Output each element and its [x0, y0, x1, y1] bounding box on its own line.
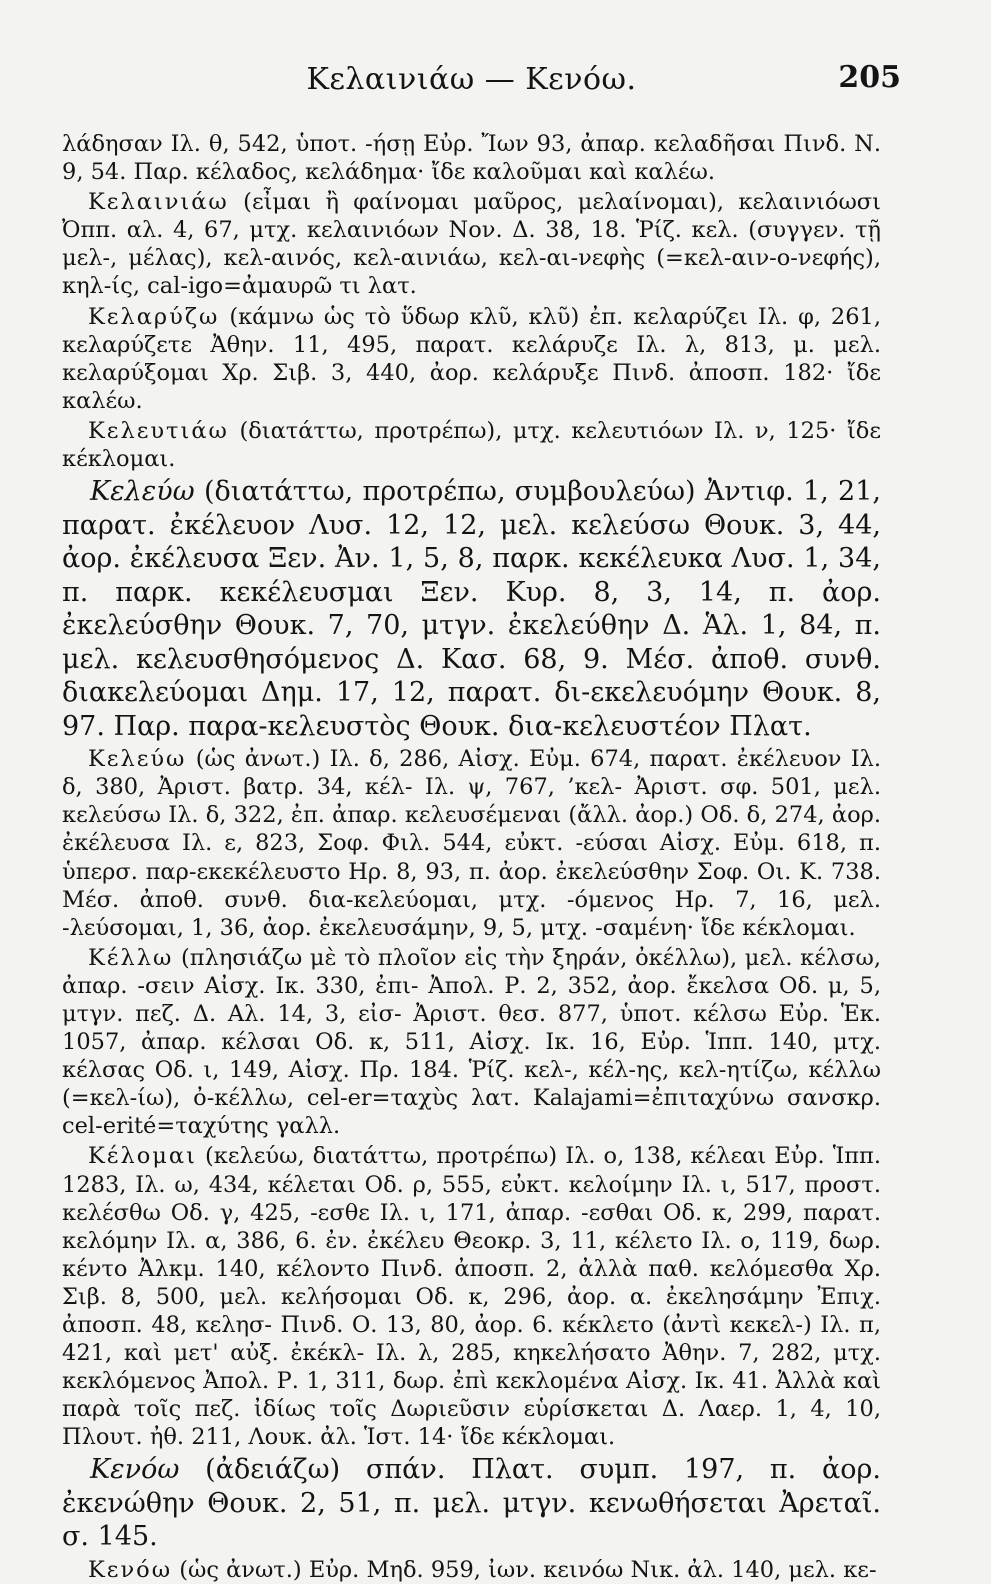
entry-kello: [62, 944, 881, 1141]
entry-text: λάδησαν Ιλ. θ, 542, ὑποτ. -ήσῃ Εὐρ. Ἴων 93, ἀπαρ. κελαδῆσαι Πινδ. Ν. 9, 54. Παρ. κέλαδος, κελάδημα· ἴδε καλοῦμαι καὶ καλέω.: [62, 131, 881, 186]
entry-continuation: [62, 130, 881, 186]
entry-headword: Κενόω: [90, 1454, 180, 1486]
entry-keleuo-poetic: [62, 745, 881, 942]
entry-kenoo-poetic: [62, 1556, 881, 1584]
entry-kelainiao: [62, 188, 881, 300]
entry-text: (ὡς ἀνωτ.) Ιλ. δ, 286, Αἰσχ. Εὐμ. 674, παρατ. ἐκέλευον Ιλ. δ, 380, Ἀριστ. βατρ. 34, κέλ- Ιλ. ψ, 767, ’κελ- Ἀριστ. σφ. 501, μελ. κελεύσω Ιλ. δ, 322, ἐπ. ἀπαρ. κελευσέμεναι (ἄλλ. ἀορ.) Οδ. δ, 274, ἀορ. ἐκέλευσα Ιλ. ε, 823, Σοφ. Φιλ. 544, εὐκτ. -εύσαι Αἰσχ. Εὐμ. 618, π. ὑπερσ. παρ-εκεκέλευστο Ηρ. 8, 93, π. ἀορ. ἐκελεύσθην Σοφ. Οι. Κ. 738. Μέσ. ἀποθ. συνθ. δια-κελεύομαι, μτχ. -όμενος Ηρ. 7, 16, μελ. -λεύσομαι, 1, 36, ἀορ. ἐκελευσάμην, 9, 5, μτχ. -σαμένη· ἴδε κέκλομαι.: [62, 746, 881, 941]
running-title: Κελαινιάω — Κενόω.: [306, 62, 637, 97]
entry-text: (πλησιάζω μὲ τὸ πλοῖον εἰς τὴν ξηράν, ὀκέλλω), μελ. κέλσω, ἀπαρ. -σειν Αἰσχ. Ικ. 330, ἐπι- Ἀπολ. Ρ. 2, 352, ἀορ. ἔκελσα Οδ. μ, 5, μτγν. πεζ. Δ. Αλ. 14, 3, εἰσ- Ἀριστ. θεσ. 877, ὑποτ. κέλσω Εὐρ. Ἑκ. 1057, ἀπαρ. κέλσαι Οδ. κ, 511, Αἰσχ. Ικ. 16, Εὐρ. Ἱππ. 140, μτχ. κέλσας Οδ. ι, 149, Αἰσχ. Πρ. 184. Ῥίζ. κελ-, κέλ-ης, κελ-ητίζω, κέλλω (=κελ-ίω), ὀ-κέλλω, cel-er=ταχὺς λατ. Kalajami=ἐπιταχύνω σανσκρ. cel-erité=ταχύτης γαλλ.: [62, 944, 881, 1140]
entry-text: (κάμνω ὡς τὸ ὕδωρ κλῦ, κλῦ) ἐπ. κελαρύζει Ιλ. φ, 261, κελαρύζετε Ἀθην. 11, 495, παρατ. κελάρυζε Ιλ. λ, 813, μ. μελ. κελαρύξομαι Χρ. Σιβ. 3, 440, ἀορ. κελάρυξε Πινδ. ἀποσπ. 182· ἴδε καλέω.: [62, 303, 882, 414]
entry-text: (εἶμαι ἢ φαίνομαι μαῦρος, μελαίνομαι), κελαινιόωσι Ὀππ. αλ. 4, 67, μτχ. κελαινιόων Νον. Δ. 38, 18. Ῥίζ. κελ. (συγγεν. τῇ μελ-, μέλας), κελ-αινός, κελ-αινιάω, κελ-αι-νεφὴς (=κελ-αιν-ο-νεφής), κηλ-ίς, cal-igo=ἀμαυρῶ τι λατ.: [62, 189, 881, 300]
entry-headword: Κελευτιάω: [88, 417, 229, 444]
entry-text: (κελεύω, διατάττω, προτρέπω) Ιλ. ο, 138, κέλεαι Εὐρ. Ἱππ. 1283, Ιλ. ω, 434, κέλεται Οδ. ρ, 555, εὐκτ. κελοίμην Ιλ. ι, 517, προστ. κελέσθω Οδ. γ, 425, -εσθε Ιλ. ι, 171, ἀπαρ. -εσθαι Οδ. κ, 299, παρατ. κελόμην Ιλ. α, 386, 6. ἐν. ἐκέλευ Θεοκρ. 3, 11, κέλετο Ιλ. ο, 119, δωρ. κέντο Ἀλκμ. 140, κέλοντο Πινδ. ἀποσπ. 2, ἀλλὰ παθ. κελόμεσθα Χρ. Σιβ. 8, 500, μελ. κελήσομαι Οδ. κ, 296, ἀορ. α. ἐκελησάμην Ἐπιχ. ἀποσπ. 48, κελησ- Πινδ. Ο. 13, 80, ἀορ. 6. κέκλετο (ἀντὶ κεκελ-) Ιλ. π, 421, καὶ μετ' αὐξ. ἐκέκλ- Ιλ. λ, 285, κηκελήσατο Ἀθην. 7, 282, μτχ. κεκλόμενος Ἀπολ. Ρ. 1, 311, δωρ. ἐπὶ κεκλομένα Αἰσχ. Ικ. 41. Ἀλλὰ καὶ παρὰ τοῖς πεζ. ἰδίως τοῖς Δωριεῦσιν εὑρίσκεται Δ. Λαερ. 1, 4, 10, Πλουτ. ἠθ. 211, Λουκ. ἀλ. Ἱστ. 14· ἴδε κέκλομαι.: [62, 1143, 881, 1451]
entry-headword: Κελεύω: [90, 476, 195, 508]
entry-headword: Κέλομαι: [88, 1143, 197, 1170]
entry-text: (ἀδειάζω) σπάν. Πλατ. συμπ. 197, π. ἀορ. ἐκενώθην Θουκ. 2, 51, π. μελ. μτγν. κενωθήσεται Ἀρεταῖ. σ. 145.: [62, 1454, 881, 1553]
entry-headword: Κενόω: [88, 1556, 173, 1583]
entry-text: (ὡς ἀνωτ.) Εὐρ. Μηδ. 959, ἰων. κεινόω Νικ. ἀλ. 140, μελ. κε-: [179, 1556, 877, 1583]
dictionary-body: [62, 130, 881, 1584]
entry-kenoo-prose: [62, 1453, 881, 1554]
entry-headword: Κέλλω: [88, 944, 174, 971]
entry-kelaryzo: [62, 303, 881, 415]
running-header: [62, 60, 901, 108]
entry-headword: Κελαινιάω: [88, 189, 229, 216]
entry-keleuo-prose: [62, 475, 881, 743]
entry-kelomai: [62, 1142, 881, 1451]
entry-keleutiao: [62, 417, 881, 473]
entry-text: (διατάττω, προτρέπω), μτχ. κελευτιόων Ιλ. ν, 125· ἴδε κέκλομαι.: [62, 417, 882, 473]
entry-headword: Κελαρύζω: [88, 303, 220, 330]
page-number: 205: [838, 60, 901, 95]
entry-headword: Κελεύω: [88, 746, 187, 773]
entry-text: (διατάττω, προτρέπω, συμβουλεύω) Ἀντιφ. 1, 21, παρατ. ἐκέλευον Λυσ. 12, 12, μελ. κελεύσω Θουκ. 3, 44, ἀορ. ἐκέλευσα Ξεν. Ἀν. 1, 5, 8, παρκ. κεκέλευκα Λυσ. 1, 34, π. παρκ. κεκέλευσμαι Ξεν. Κυρ. 8, 3, 14, π. ἀορ. ἐκελεύσθην Θουκ. 7, 70, μτγν. ἐκελεύθην Δ. Ἁλ. 1, 84, π. μελ. κελευσθησόμενος Δ. Κασ. 68, 9. Μέσ. ἀποθ. συνθ. διακελεύομαι Δημ. 17, 12, παρατ. δι-εκελευόμην Θουκ. 8, 97. Παρ. παρα-κελευστὸς Θουκ. δια-κελευστέον Πλατ.: [62, 476, 881, 742]
